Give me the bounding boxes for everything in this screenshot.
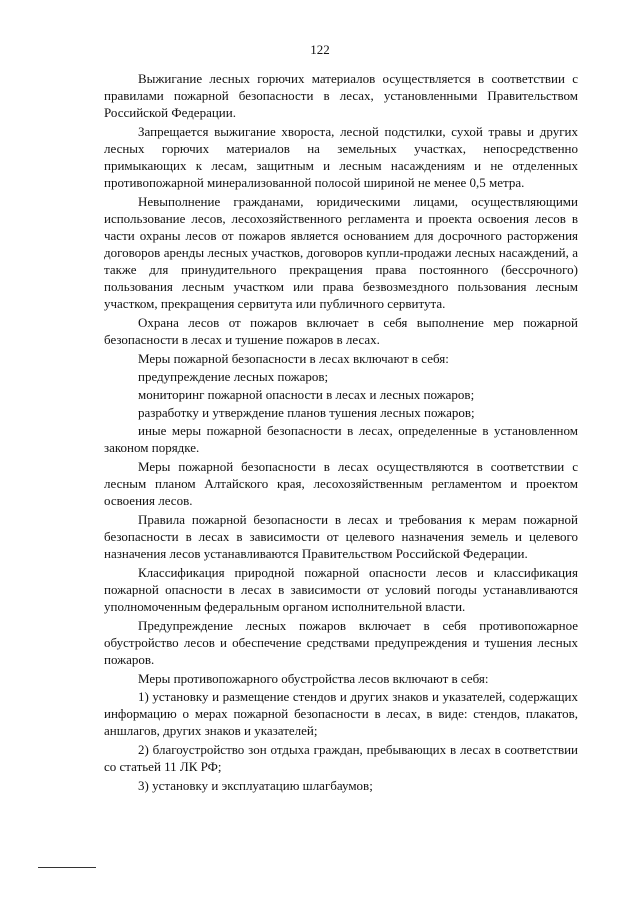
paragraph: Выжигание лесных горючих материалов осуществляется в соответствии с правилами пожарной безопасности в лесах, установленными Правительством Российской Федерации. [104, 71, 578, 120]
list-item: 1) установку и размещение стендов и других знаков и указателей, содержащих информацию о мерах пожарной безопасности в лесах, в виде: стендов, плакатов, аншлагов, других знаков и указателей; [104, 689, 578, 738]
list-item: разработку и утверждение планов тушения лесных пожаров; [138, 405, 475, 420]
paragraph: Запрещается выжигание хвороста, лесной подстилки, сухой травы и других лесных горючих материалов на земельных участках, непосредственно примыкающих к лесам, защитным и лесным насаждениям и не отделенных противопожарной минерализованной полосой шириной не менее 0,5 метра. [104, 124, 578, 190]
paragraph: Правила пожарной безопасности в лесах и требования к мерам пожарной безопасности в лесах в зависимости от целевого назначения земель и целевого назначения лесов устанавливаются Правительством Российской Федерации. [104, 512, 578, 561]
paragraph: Предупреждение лесных пожаров включает в себя противопожарное обустройство лесов и обеспечение средствами предупреждения и тушения лесных пожаров. [104, 618, 578, 667]
list-item: мониторинг пожарной опасности в лесах и лесных пожаров; [138, 387, 475, 402]
list-item: предупреждение лесных пожаров; [138, 369, 329, 384]
footer-divider [38, 867, 96, 868]
paragraph: Меры противопожарного обустройства лесов включают в себя: [138, 671, 489, 686]
paragraph: Охрана лесов от пожаров включает в себя выполнение мер пожарной безопасности в лесах и тушение пожаров в лесах. [104, 315, 578, 347]
paragraph: Меры пожарной безопасности в лесах осуществляются в соответствии с лесным планом Алтайского края, лесохозяйственным регламентом и проектом освоения лесов. [104, 459, 578, 508]
page-number: 122 [310, 42, 330, 57]
list-item: 2) благоустройство зон отдыха граждан, пребывающих в лесах в соответствии со статьей 11 ЛК РФ; [104, 742, 578, 774]
list-item: иные меры пожарной безопасности в лесах, определенные в установленном законом порядке. [104, 423, 578, 455]
paragraph: Классификация природной пожарной опасности лесов и классификация пожарной опасности в лесах в зависимости от условий погоды устанавливаются уполномоченным федеральным органом исполнительной власти. [104, 565, 578, 614]
list-item: 3) установку и эксплуатацию шлагбаумов; [138, 778, 373, 793]
document-body [104, 70, 578, 795]
paragraph: Меры пожарной безопасности в лесах включают в себя: [138, 351, 449, 366]
paragraph: Невыполнение гражданами, юридическими лицами, осуществляющими использование лесов, лесохозяйственного регламента и проекта освоения лесов в части охраны лесов от пожаров является основанием для досрочного расторжения договоров аренды лесных участков, договоров купли-продажи лесных насаждений, а также для принудительного прекращения права постоянного (бессрочного) пользования лесным участком или права безвозмездного пользования лесным участком, прекращения сервитута или публичного сервитута. [104, 194, 578, 311]
